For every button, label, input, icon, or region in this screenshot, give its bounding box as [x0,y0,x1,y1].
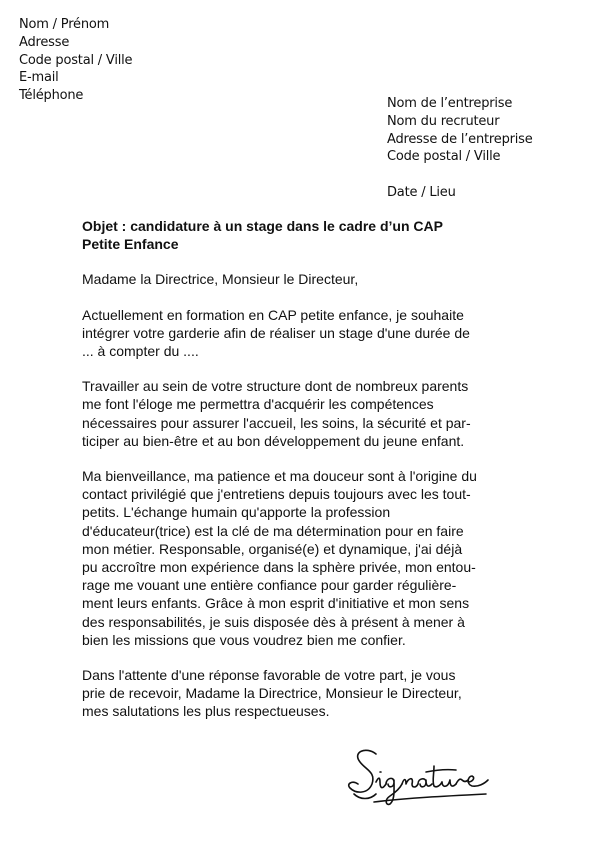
paragraph-line: ... à compter du .... [82,343,199,360]
letter-subject [82,217,522,253]
paragraph-line: Travailler au sein de votre structure dont de nombreux parents [82,378,469,395]
recipient-address: Adresse de l’entreprise [387,131,533,147]
sender-phone: Téléphone [19,88,84,104]
paragraph-line: mon métier. Responsable, organisé(e) et dynamique, j'ai déjà [82,540,463,557]
paragraph-line: contact privilégié que j'entretiens depuis toujours avec les tout- [82,486,471,503]
paragraph-line: d'éducateur(trice) est la clé de ma détermination pour en faire [82,522,464,539]
paragraph-line: rage me vouant une entière confiance pour garder régulière- [82,577,457,594]
paragraph-line: prie de recevoir, Madame la Directrice, Monsieur le Directeur, [82,685,462,702]
paragraph-line: ticiper au bien-être et au bon développement du jeune enfant. [82,432,465,449]
sender-postal-city: Code postal / Ville [19,52,133,68]
recipient-recruiter: Nom du recruteur [387,113,500,129]
letter-salutation: Madame la Directrice, Monsieur le Directeur, [82,271,359,288]
paragraph-introduction [82,306,522,361]
paragraph-line: Actuellement en formation en CAP petite enfance, je souhaite [82,306,464,323]
paragraph-line: des responsabilités, je suis disposée dès à présent à mener à [82,613,465,630]
subject-line: Petite Enfance [82,236,179,253]
sender-email: E-mail [19,70,59,86]
paragraph-line: Ma bienveillance, ma patience et ma douceur sont à l'origine du [82,468,477,485]
paragraph-line: pu accroître mon expérience dans la sphère privée, mon entou- [82,559,476,576]
paragraph-line: ment leurs enfants. Grâce à mon esprit d'initiative et mon sens [82,595,470,612]
recipient-postal-city: Code postal / Ville [387,149,501,165]
paragraph-line: petits. L'échange humain qu'apporte la profession [82,504,391,521]
letter-body [82,217,522,721]
paragraph-line: mes salutations les plus respectueuses. [82,703,330,720]
paragraph-line: nécessaires pour assurer l'accueil, les soins, la sécurité et par- [82,414,471,431]
recipient-address-block [387,95,533,202]
paragraph-line: me font l'éloge me permettra d'acquérir les compétences [82,396,434,413]
sender-address-block [19,16,132,105]
paragraph-line: bien les missions que vous voudrez bien me confier. [82,631,406,648]
paragraph-line: Dans l'attente d'une réponse favorable de votre part, je vous [82,667,456,684]
sender-address: Adresse [19,34,70,50]
date-place: Date / Lieu [387,185,456,201]
paragraph-qualities [82,467,522,649]
subject-line: Objet : candidature à un stage dans le cadre d’un CAP [82,218,443,234]
paragraph-closing [82,666,522,721]
recipient-company: Nom de l’entreprise [387,96,513,111]
paragraph-motivation [82,377,522,450]
sender-name: Nom / Prénom [19,17,110,32]
paragraph-line: intégrer votre garderie afin de réaliser un stage d'une durée de [82,324,470,341]
handwritten-signature [346,744,496,810]
